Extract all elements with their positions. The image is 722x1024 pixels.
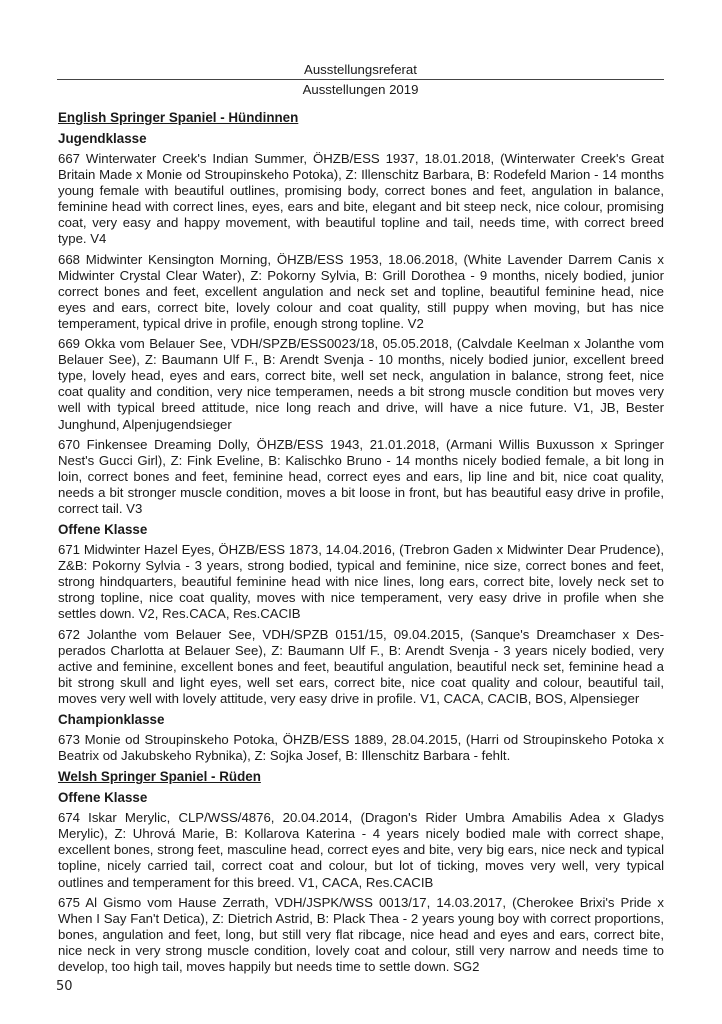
- dog-entry-675: 675 Al Gismo vom Hause Zerrath, VDH/JSPK/WSS 0013/17, 14.03.2017, (Cherokee Brixi's Pride x When I Say Fan't Detica), Z: Dietrich Astrid, B: Plack Thea - 2 years young boy with correct proportions, bones, angulation and feet, long, but still very flat ribcage, nice head and eyes and ears, correct bite, nice neck in very strong muscle condition, lovely coat and colour, still very narrow and needs time to develop, too high tail, moves happily but needs time to settle down. SG2: [58, 894, 664, 975]
- dog-entry-674: 674 Iskar Merylic, CLP/WSS/4876, 20.04.2014, (Dragon's Rider Umbra Amabilis Adea x Gladys Merylic), Z: Uhrová Marie, B: Kollarova Katerina - 4 years nicely bodied male with correct shape, excellent bones, strong feet, masculine head, correct eyes and bite, very big ears, nice neck and typical topline, nicely carried tail, correct coat and colour, but lot of ticking, moves very well, very typical outlines and temperament for this breed. V1, CACA, Res.CACIB: [58, 810, 664, 890]
- class-section: [58, 711, 664, 764]
- breed-heading: English Springer Spaniel - Hündinnen: [58, 110, 299, 125]
- class-heading: Offene Klasse: [58, 790, 148, 806]
- dog-entry-673: 673 Monie od Stroupinskeho Potoka, ÖHZB/ESS 1889, 28.04.2015, (Harri od Stroupinskeho Potoka x Beatrix od Jakubskeho Rybnika), Z: Sojka Josef, B: Illenschitz Barbara - fehlt.: [58, 732, 664, 764]
- report-content: [58, 109, 664, 979]
- breed-heading: Welsh Springer Spaniel - Rüden: [58, 769, 261, 785]
- dog-entry-668: 668 Midwinter Kensington Morning, ÖHZB/ESS 1953, 18.06.2018, (White Lavender Darrem Canis x Midwinter Crystal Clear Water), Z: Pokorny Sylvia, B: Grill Dorothea - 9 months, nicely bodied, junior correct bones and feet, excellent angulation and neck set and topline, beautiful feminine head, nice eyes and ears, correct bite, lovely colour and coat quality, still puppy when moving, but has nice temperament, typical drive in profile, enough strong topline. V2: [58, 251, 664, 331]
- page-number: 50: [56, 979, 73, 994]
- page-header: [57, 61, 664, 98]
- class-heading: Offene Klasse: [58, 522, 148, 538]
- header-title: Ausstellungsreferat: [304, 62, 417, 77]
- dog-entry-672: 672 Jolanthe vom Belauer See, VDH/SPZB 0151/15, 09.04.2015, (Sanque's Dreamchaser x Desperados Charlotta at Belauer See), Z: Baumann Ulf F., B: Arendt Svenja - 3 years nicely bodied, very active and feminine, excellent bones and feet, beautiful angulation, beautiful neck set, feminine head a bit strong skull and light eyes, well set ears, correct bite, nice coat quality and colour, beautiful tail, moves very well with lovely attitude, very easy drive in profile. V1, CACA, CACIB, BOS, Alpensieger: [58, 626, 664, 706]
- dog-entry-667: 667 Winterwater Creek's Indian Summer, ÖHZB/ESS 1937, 18.01.2018, (Winterwater Creek's Great Britain Made x Monie od Stroupinskeho Potoka), Z: Illenschitz Barbara, B: Rodefeld Marion - 14 months young female with beautiful outlines, promising body, correct bones and feet, angulation in balance, feminine head with correct lines, eyes, ears and bite, elegant and bit steep neck, nice colour, promising coat, very easy and happy movement, with beautiful topline and tail, needs time, with correct breed type. V4: [58, 151, 664, 247]
- breed-section: [58, 109, 664, 764]
- dog-entry-669: 669 Okka vom Belauer See, VDH/SPZB/ESS0023/18, 05.05.2018, (Calvdale Keelman x Jolanthe vom Belauer See), Z: Baumann Ulf F., B: Arendt Svenja - 10 months, nicely bodied junior, excellent breed type, lovely head, eyes and ears, correct bite, well set neck, angulation in balance, strong feet, nice coat quality and condition, very nice temperamen, needs a bit strong muscle condition but moves very well with typical breed attitude, nice long reach and drive, will have a nice future. V1, JB, Bester Junghund, Alpenjugendsieger: [58, 336, 664, 432]
- class-heading: Championklasse: [58, 712, 165, 727]
- header-subtitle: Ausstellungen 2019: [302, 82, 419, 97]
- breed-section: [58, 768, 664, 975]
- class-section: [58, 521, 664, 707]
- class-heading: Jugendklasse: [58, 131, 147, 146]
- class-section: [58, 789, 664, 975]
- class-section: [58, 130, 664, 517]
- dog-entry-671: 671 Midwinter Hazel Eyes, ÖHZB/ESS 1873, 14.04.2016, (Trebron Gaden x Midwinter Dear Prudence), Z&B: Pokorny Sylvia - 3 years, strong bodied, typical and feminine, nice size, correct bones and feet, strong hindquarters, beautiful feminine head with nice lines, long ears, correct bite, lovely neck set to strong topline, nice coat quality, moves with nice temperament, very easy drive in profile when she settles down. V2, Res.CACA, Res.CACIB: [58, 542, 664, 622]
- dog-entry-670: 670 Finkensee Dreaming Dolly, ÖHZB/ESS 1943, 21.01.2018, (Armani Willis Buxusson x Springer Nest's Gucci Girl), Z: Fink Eveline, B: Kalischko Bruno - 14 months nicely bodied female, a bit long in loin, correct bones and feet, feminine head, correct eyes and ears, lip line and bit, nice coat quality, needs a bit stronger muscle condition, moves a bit loose in front, but has beautiful easy drive in profile, correct tail. V3: [58, 436, 664, 516]
